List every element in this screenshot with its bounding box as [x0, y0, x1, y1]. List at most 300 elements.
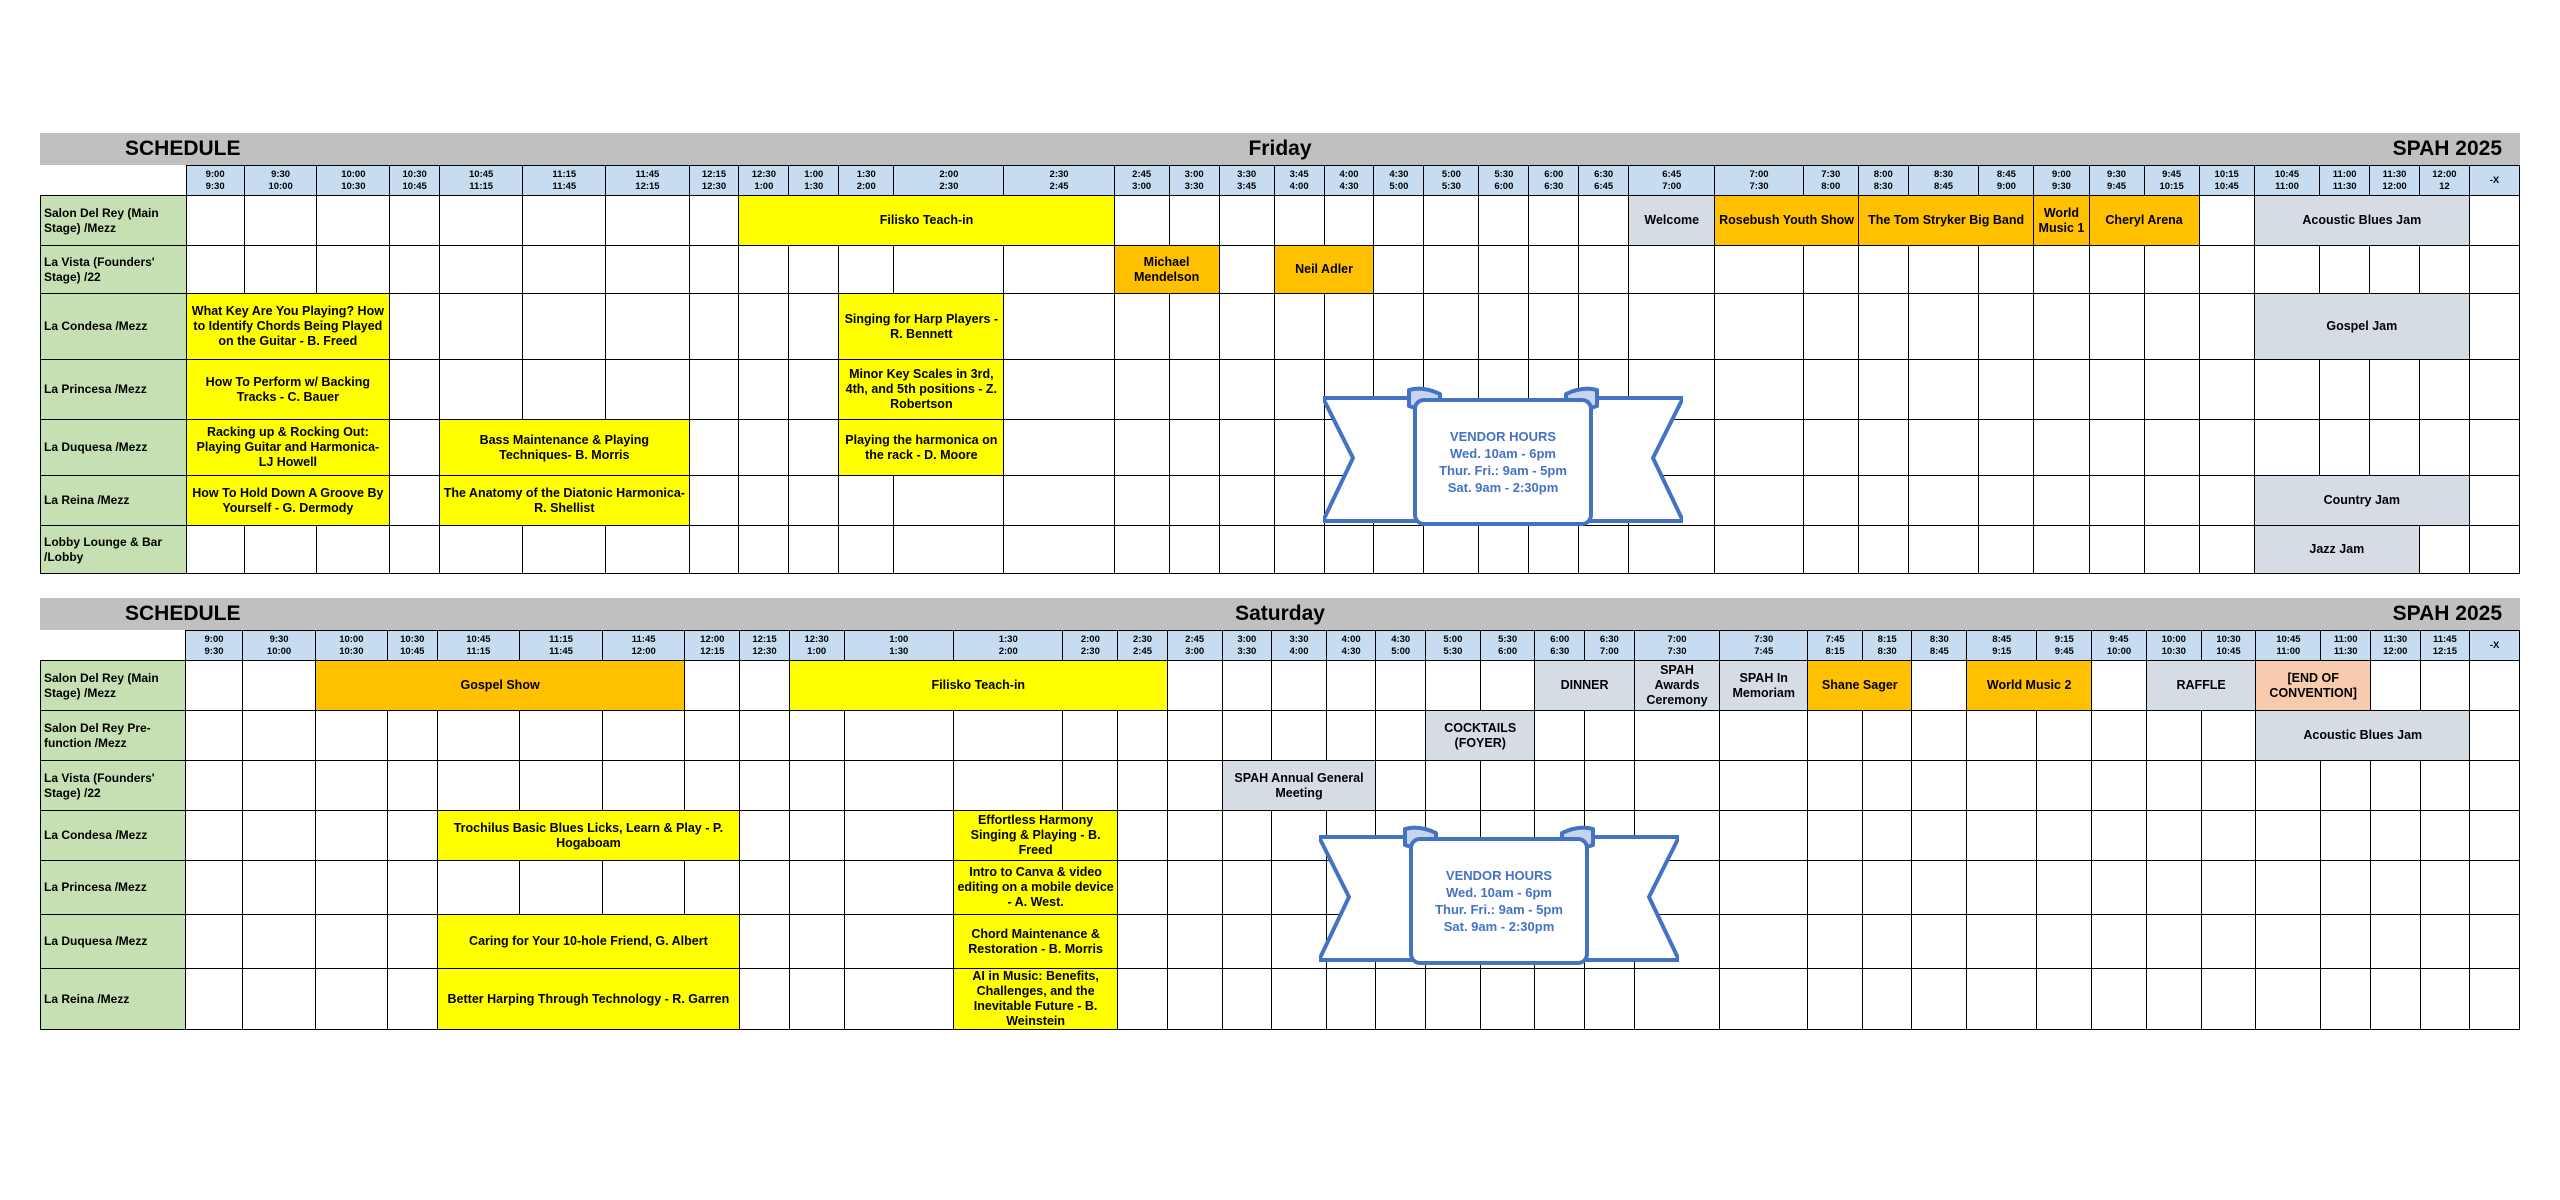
time-slot-header [1324, 166, 1374, 196]
time-slot-header [390, 166, 440, 196]
empty-slot [1479, 246, 1529, 294]
empty-slot [789, 526, 839, 574]
time-slot-end: 9:30 [205, 180, 225, 192]
empty-slot [739, 246, 789, 294]
empty-slot [2470, 761, 2520, 811]
time-slot-start: 12:00 [700, 633, 725, 645]
schedule-title-bar [40, 133, 2520, 165]
time-slot-start: 6:30 [1594, 168, 1614, 180]
room-name: La Reina /Mezz [41, 969, 186, 1030]
empty-slot [2146, 861, 2201, 915]
event-cell[interactable]: SPAH Awards Ceremony [1634, 661, 1720, 711]
time-slot-header [2037, 631, 2092, 661]
empty-slot [2254, 420, 2319, 476]
event-cell[interactable]: Caring for Your 10-hole Friend, G. Albert [437, 915, 740, 969]
time-slot-header [2320, 166, 2370, 196]
empty-slot [2469, 526, 2519, 574]
time-slot-header [315, 631, 387, 661]
event-cell[interactable]: SPAH In Memoriam [1720, 661, 1808, 711]
empty-slot [390, 196, 440, 246]
event-cell[interactable]: SPAH Annual General Meeting [1222, 761, 1376, 811]
time-slot-end: 9:15 [1992, 645, 2012, 657]
empty-slot [1222, 661, 1272, 711]
time-slot-start: 8:45 [1996, 168, 2016, 180]
empty-slot [954, 761, 1063, 811]
empty-slot [740, 969, 790, 1030]
event-cell[interactable]: Filisko Teach-in [739, 196, 1114, 246]
time-slot-header [1585, 631, 1635, 661]
empty-slot [1720, 861, 1808, 915]
time-slot-end: 12:00 [631, 645, 656, 657]
time-slot-start: 3:00 [1184, 168, 1204, 180]
event-cell[interactable]: Trochilus Basic Blues Licks, Learn & Play - P. Hogaboam [437, 811, 740, 861]
empty-slot [186, 196, 244, 246]
vendor-hours-line: Wed. 10am - 6pm [1446, 885, 1552, 900]
time-slot-start: 8:15 [1877, 633, 1897, 645]
time-slot-start: 10:30 [2216, 633, 2241, 645]
empty-slot [1715, 526, 1803, 574]
time-slot-header [2321, 631, 2371, 661]
empty-slot [740, 811, 790, 861]
time-slot-header [1634, 631, 1720, 661]
time-slot-header [244, 166, 317, 196]
event-cell[interactable]: Acoustic Blues Jam [2256, 711, 2470, 761]
time-slot-end: 10:30 [341, 180, 366, 192]
time-slot-start: 7:30 [1754, 633, 1774, 645]
empty-slot [1376, 969, 1426, 1030]
time-slot-start: 3:00 [1237, 633, 1257, 645]
event-cell[interactable]: Filisko Teach-in [789, 661, 1167, 711]
time-slot-header [437, 631, 520, 661]
time-slot-start: 10:45 [469, 168, 494, 180]
saturday-schedule [40, 598, 2520, 1030]
empty-slot [186, 526, 244, 574]
empty-slot [1219, 246, 1274, 294]
empty-slot [739, 420, 789, 476]
empty-slot [1004, 246, 1114, 294]
empty-slot [2371, 861, 2421, 915]
empty-slot [2199, 360, 2254, 420]
empty-slot [689, 526, 739, 574]
time-slot-start: 7:45 [1825, 633, 1845, 645]
time-slot-end: 2:00 [856, 180, 876, 192]
empty-slot [1979, 294, 2034, 360]
empty-slot [1219, 360, 1274, 420]
room-name: Salon Del Rey (Main Stage) /Mezz [41, 661, 186, 711]
empty-slot [520, 861, 603, 915]
empty-slot [1715, 360, 1803, 420]
empty-slot [1324, 294, 1374, 360]
event-cell[interactable]: World Music 1 [2034, 196, 2089, 246]
room-row [41, 861, 2520, 915]
time-slot-end: 11:15 [469, 180, 494, 192]
empty-slot [1063, 761, 1118, 811]
empty-slot [1274, 420, 1324, 476]
empty-slot [2092, 969, 2147, 1030]
time-slot-header [1480, 631, 1535, 661]
empty-slot [839, 246, 894, 294]
empty-slot [2034, 246, 2089, 294]
empty-slot [2092, 861, 2147, 915]
event-cell[interactable]: Gospel Jam [2254, 294, 2469, 360]
time-slot-start: 3:30 [1237, 168, 1257, 180]
empty-slot [2144, 246, 2199, 294]
time-slot-end: 3:30 [1184, 180, 1204, 192]
time-slot-start: 2:30 [1133, 633, 1153, 645]
schedule-grid [40, 165, 2520, 574]
empty-slot [2371, 969, 2421, 1030]
empty-slot [440, 246, 523, 294]
time-slot-end: 3:00 [1185, 645, 1205, 657]
event-cell[interactable]: Cheryl Arena [2089, 196, 2199, 246]
empty-slot [2144, 526, 2199, 574]
empty-slot [602, 711, 685, 761]
empty-slot [2256, 915, 2321, 969]
time-slot-header [523, 166, 606, 196]
empty-slot [739, 360, 789, 420]
empty-slot [2146, 915, 2201, 969]
time-slot-start: 4:00 [1339, 168, 1359, 180]
empty-slot [1634, 761, 1720, 811]
empty-slot [1858, 476, 1908, 526]
time-slot-end: 10:45 [2216, 645, 2241, 657]
time-slot-header [2370, 166, 2420, 196]
empty-slot [789, 476, 839, 526]
time-slot-header [1803, 166, 1858, 196]
time-slot-end: 12 [2439, 180, 2450, 192]
time-slot-start: 9:45 [2162, 168, 2182, 180]
empty-slot [1808, 915, 1863, 969]
empty-slot [2034, 526, 2089, 574]
empty-slot [1862, 861, 1912, 915]
empty-slot [1114, 420, 1169, 476]
empty-slot [523, 246, 606, 294]
empty-slot [2371, 811, 2421, 861]
empty-slot [1979, 526, 2034, 574]
empty-slot [1274, 526, 1324, 574]
time-slot-end: 1:00 [807, 645, 827, 657]
room-row [41, 711, 2520, 761]
time-slot-start: 10:15 [2214, 168, 2239, 180]
empty-slot [1858, 526, 1908, 574]
time-slot-header [1629, 166, 1715, 196]
event-cell[interactable]: AI in Music: Benefits, Challenges, and the Inevitable Future - B. Weinstein [954, 969, 1118, 1030]
empty-slot [1272, 661, 1327, 711]
empty-slot [689, 476, 739, 526]
event-cell[interactable]: The Anatomy of the Diatonic Harmonica- R. Shellist [440, 476, 689, 526]
event-cell[interactable]: Gospel Show [315, 661, 685, 711]
time-slot-start: 12:30 [804, 633, 829, 645]
empty-slot [2420, 969, 2470, 1030]
time-slot-end: 8:45 [1929, 645, 1949, 657]
empty-slot [1529, 196, 1579, 246]
time-slot-start: 9:30 [269, 633, 289, 645]
empty-slot [1912, 711, 1967, 761]
empty-slot [1274, 476, 1324, 526]
empty-slot [2469, 360, 2519, 420]
empty-slot [1803, 526, 1858, 574]
room-name: La Reina /Mezz [41, 476, 187, 526]
empty-slot [1579, 526, 1629, 574]
time-slot-header [1424, 166, 1479, 196]
empty-slot [1862, 711, 1912, 761]
time-slot-end: 12:00 [2382, 180, 2407, 192]
time-slot-header [2144, 166, 2199, 196]
event-cell[interactable]: How To Hold Down A Groove By Yourself - G. Dermody [186, 476, 390, 526]
time-slot-header [1004, 166, 1114, 196]
time-slot-end: 8:45 [1934, 180, 1954, 192]
event-cell[interactable]: Intro to Canva & video editing on a mobile device - A. West. [954, 861, 1118, 915]
empty-slot [1426, 661, 1481, 711]
empty-slot [689, 246, 739, 294]
time-slot-header [1579, 166, 1629, 196]
empty-slot [1167, 861, 1222, 915]
event-cell[interactable]: Racking up & Rocking Out: Playing Guitar and Harmonica- LJ Howell [186, 420, 390, 476]
time-slot-end: 2:45 [1133, 645, 1153, 657]
empty-slot [789, 246, 839, 294]
empty-slot [440, 196, 523, 246]
time-slot-header [2470, 631, 2520, 661]
vendor-hours-banner [1323, 386, 1683, 529]
empty-slot [2092, 761, 2147, 811]
empty-slot [2256, 861, 2321, 915]
empty-slot [1585, 969, 1635, 1030]
event-cell[interactable]: RAFFLE [2146, 661, 2255, 711]
event-cell[interactable]: Welcome [1629, 196, 1715, 246]
empty-slot [2320, 420, 2370, 476]
empty-slot [1114, 196, 1169, 246]
time-slot-start: 12:15 [701, 168, 727, 180]
event-cell[interactable]: What Key Are You Playing? How to Identify Chords Being Played on the Guitar - B. Freed [186, 294, 390, 360]
time-slot-end: 7:00 [1662, 180, 1682, 192]
empty-slot [1326, 969, 1376, 1030]
empty-slot [317, 526, 390, 574]
time-slot-header [2092, 631, 2147, 661]
empty-slot [2037, 915, 2092, 969]
empty-slot [1634, 711, 1720, 761]
time-slot-end: 7:30 [1667, 645, 1687, 657]
time-slot-start: 9:00 [204, 633, 224, 645]
time-slot-header [606, 166, 689, 196]
empty-slot [2420, 661, 2470, 711]
empty-slot [390, 294, 440, 360]
event-cell[interactable]: COCKTAILS (FOYER) [1426, 711, 1535, 761]
empty-slot [2321, 969, 2371, 1030]
event-cell[interactable]: Rosebush Youth Show [1715, 196, 1858, 246]
empty-slot [2037, 711, 2092, 761]
time-slot-end: 7:00 [1599, 645, 1619, 657]
empty-slot [844, 761, 953, 811]
event-cell[interactable]: How To Perform w/ Backing Tracks - C. Bauer [186, 360, 390, 420]
event-cell[interactable]: Michael Mendelson [1114, 246, 1219, 294]
empty-slot [1222, 861, 1272, 915]
empty-slot [789, 360, 839, 420]
empty-slot [1967, 969, 2037, 1030]
empty-slot [685, 661, 740, 711]
room-row [41, 360, 2520, 420]
empty-slot [520, 711, 603, 761]
time-slot-header [1274, 166, 1324, 196]
time-slot-header [1118, 631, 1168, 661]
empty-slot [1862, 761, 1912, 811]
empty-slot [1720, 915, 1808, 969]
time-slot-end: 1:30 [804, 180, 824, 192]
empty-slot [2037, 761, 2092, 811]
event-cell[interactable]: Jazz Jam [2254, 526, 2419, 574]
empty-slot [606, 196, 689, 246]
time-slot-end: 11:15 [466, 645, 491, 657]
event-cell[interactable]: Country Jam [2254, 476, 2469, 526]
event-cell[interactable]: Chord Maintenance & Restoration - B. Morris [954, 915, 1118, 969]
empty-slot [740, 711, 790, 761]
room-name: La Duquesa /Mezz [41, 420, 187, 476]
empty-slot [186, 246, 244, 294]
empty-slot [1908, 420, 1979, 476]
time-slot-end: 12:15 [635, 180, 660, 192]
room-name: La Princesa /Mezz [41, 861, 186, 915]
empty-slot [1808, 711, 1863, 761]
day-title: Friday [1248, 137, 1312, 160]
time-slot-header [1979, 166, 2034, 196]
empty-slot [789, 294, 839, 360]
empty-slot [1374, 526, 1424, 574]
empty-slot [2146, 969, 2201, 1030]
corner-cell [41, 166, 187, 196]
empty-slot [1720, 969, 1808, 1030]
empty-slot [1219, 476, 1274, 526]
empty-slot [2370, 360, 2420, 420]
event-label: SPAH 2025 [2392, 602, 2502, 625]
empty-slot [606, 246, 689, 294]
empty-slot [2146, 761, 2201, 811]
time-slot-header [2419, 166, 2469, 196]
time-slot-header [520, 631, 603, 661]
time-slot-start: 1:00 [889, 633, 909, 645]
event-cell[interactable]: DINNER [1535, 661, 1634, 711]
time-slot-header [388, 631, 438, 661]
empty-slot [1326, 661, 1376, 711]
empty-slot [1629, 526, 1715, 574]
empty-slot [390, 526, 440, 574]
empty-slot [440, 360, 523, 420]
time-slot-header [186, 166, 244, 196]
corner-cell [41, 631, 186, 661]
time-slot-start: 10:00 [341, 168, 366, 180]
time-slot-start: 5:00 [1441, 168, 1461, 180]
empty-slot [1004, 360, 1114, 420]
event-cell[interactable]: Acoustic Blues Jam [2254, 196, 2469, 246]
time-slot-end: 7:30 [1749, 180, 1769, 192]
empty-slot [1585, 711, 1635, 761]
empty-slot [388, 969, 438, 1030]
event-cell[interactable]: The Tom Stryker Big Band [1858, 196, 2034, 246]
room-row [41, 246, 2520, 294]
empty-slot [844, 711, 953, 761]
empty-slot [1004, 476, 1114, 526]
time-slot-end: 10:30 [339, 645, 364, 657]
empty-slot [1858, 360, 1908, 420]
schedule-label: SCHEDULE [125, 137, 241, 160]
empty-slot [1979, 476, 2034, 526]
empty-slot [317, 196, 390, 246]
time-slot-start: 11:45 [635, 168, 660, 180]
day-title: Saturday [1235, 602, 1325, 625]
empty-slot [1803, 246, 1858, 294]
time-slot-header [1272, 631, 1327, 661]
event-cell[interactable]: Effortless Harmony Singing & Playing - B. Freed [954, 811, 1118, 861]
time-slot-end: 10:00 [266, 645, 292, 657]
empty-slot [1004, 526, 1114, 574]
event-cell[interactable]: Neil Adler [1274, 246, 1374, 294]
empty-slot [315, 969, 387, 1030]
event-cell[interactable]: Better Harping Through Technology - R. Garren [437, 969, 740, 1030]
empty-slot [1169, 196, 1219, 246]
empty-slot [1167, 969, 1222, 1030]
empty-slot [1720, 761, 1808, 811]
empty-slot [390, 246, 440, 294]
time-slot-start: -X [2489, 174, 2500, 186]
empty-slot [523, 294, 606, 360]
empty-slot [2420, 915, 2470, 969]
empty-slot [1908, 360, 1979, 420]
empty-slot [1169, 526, 1219, 574]
empty-slot [1803, 476, 1858, 526]
empty-slot [1715, 246, 1803, 294]
event-cell[interactable]: World Music 2 [1967, 661, 2092, 711]
empty-slot [894, 526, 1004, 574]
room-name: La Condesa /Mezz [41, 811, 186, 861]
empty-slot [2146, 711, 2201, 761]
empty-slot [1274, 294, 1324, 360]
event-cell[interactable]: Singing for Harp Players - R. Bennett [839, 294, 1004, 360]
time-slot-end: 3:45 [1237, 180, 1257, 192]
empty-slot [789, 711, 844, 761]
empty-slot [243, 915, 315, 969]
empty-slot [2419, 526, 2469, 574]
empty-slot [1118, 711, 1168, 761]
empty-slot [2320, 246, 2370, 294]
empty-slot [1535, 761, 1585, 811]
event-cell[interactable]: Shane Sager [1808, 661, 1912, 711]
empty-slot [1579, 294, 1629, 360]
schedule-title-bar [40, 598, 2520, 630]
empty-slot [1274, 196, 1324, 246]
empty-slot [315, 761, 387, 811]
empty-slot [2092, 661, 2147, 711]
event-cell[interactable]: Minor Key Scales in 3rd, 4th, and 5th positions - Z. Robertson [839, 360, 1004, 420]
event-cell[interactable]: Playing the harmonica on the rack - D. Moore [839, 420, 1004, 476]
time-slot-start: 7:00 [1749, 168, 1769, 180]
empty-slot [1114, 360, 1169, 420]
time-slot-start: 1:30 [856, 168, 876, 180]
event-cell[interactable]: [END OF CONVENTION] [2256, 661, 2371, 711]
empty-slot [894, 246, 1004, 294]
time-slot-end: 10:00 [268, 180, 293, 192]
empty-slot [2037, 969, 2092, 1030]
empty-slot [739, 294, 789, 360]
time-slot-header [1715, 166, 1803, 196]
empty-slot [1222, 811, 1272, 861]
time-slot-start: 10:30 [402, 168, 427, 180]
empty-slot [2089, 246, 2144, 294]
empty-slot [185, 761, 243, 811]
empty-slot [390, 360, 440, 420]
empty-slot [1114, 476, 1169, 526]
time-slot-start: 11:30 [2382, 168, 2407, 180]
time-slot-end: 10:45 [400, 645, 425, 657]
empty-slot [685, 711, 740, 761]
event-cell[interactable]: Bass Maintenance & Playing Techniques- B. Morris [440, 420, 689, 476]
